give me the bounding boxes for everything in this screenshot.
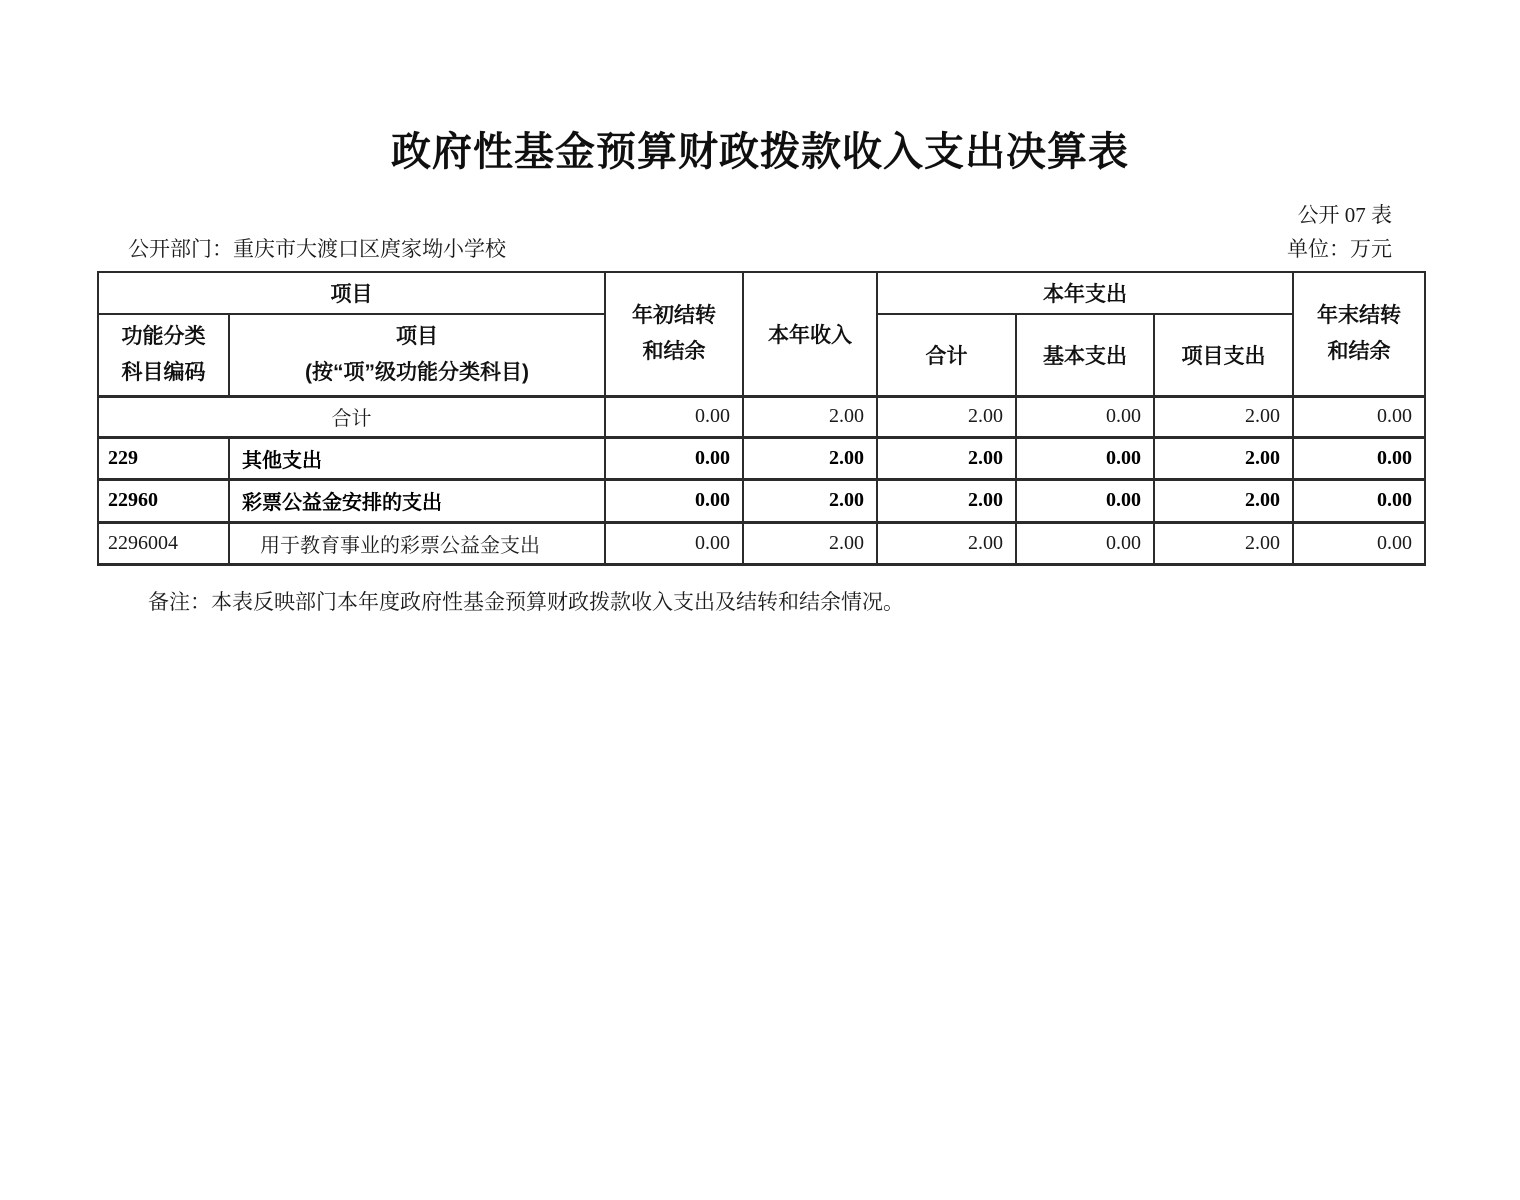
row-name: 用于教育事业的彩票公益金支出 [229,522,605,564]
header-exp-project: 项目支出 [1154,314,1293,396]
footnote: 备注：本表反映部门本年度政府性基金预算财政拨款收入支出及结转和结余情况。 [148,589,904,614]
page-title: 政府性基金预算财政拨款收入支出决算表 [391,130,1129,174]
row-total-label: 合计 [98,396,605,437]
cell-exp-project: 2.00 [1154,522,1293,564]
header-exp-basic: 基本支出 [1016,314,1154,396]
cell-opening-balance: 0.00 [605,479,743,522]
cell-exp-basic: 0.00 [1016,522,1154,564]
row-code: 2296004 [98,522,229,564]
header-func-code-line1: 功能分类 [121,324,206,348]
table-row-total [98,396,1425,437]
header-exp-total: 合计 [877,314,1016,396]
cell-current-income: 2.00 [743,479,877,522]
header-func-code-line2: 科目编码 [121,360,206,384]
row-code: 22960 [98,479,229,522]
cell-exp-total: 2.00 [877,437,1016,479]
cell-exp-basic: 0.00 [1016,396,1154,437]
unit-label: 单位：万元 [1287,237,1392,261]
header-project-sub-line1: 项目 [396,324,438,348]
header-closing-balance-line1: 年末结转 [1317,303,1402,327]
cell-current-income: 2.00 [743,396,877,437]
department-label: 公开部门：重庆市大渡口区庹家坳小学校 [128,237,506,261]
header-opening-balance [605,272,743,396]
header-current-income: 本年收入 [743,272,877,396]
meta-row [0,236,1520,262]
cell-exp-project: 2.00 [1154,437,1293,479]
table-code-label: 公开 07 表 [1297,203,1392,227]
header-closing-balance [1293,272,1425,396]
cell-exp-project: 2.00 [1154,479,1293,522]
header-closing-balance-line2: 和结余 [1327,339,1391,363]
cell-exp-basic: 0.00 [1016,437,1154,479]
cell-opening-balance: 0.00 [605,522,743,564]
row-name: 彩票公益金安排的支出 [229,479,605,522]
cell-current-income: 2.00 [743,437,877,479]
table-row-2296004 [98,522,1425,564]
header-current-expenditure: 本年支出 [877,272,1293,314]
header-func-code [98,314,229,396]
cell-exp-total: 2.00 [877,396,1016,437]
header-project-group: 项目 [98,272,605,314]
cell-opening-balance: 0.00 [605,396,743,437]
header-opening-balance-line2: 和结余 [642,339,706,363]
row-code: 229 [98,437,229,479]
header-row-1 [98,272,1425,314]
header-opening-balance-line1: 年初结转 [632,303,716,327]
cell-exp-total: 2.00 [877,522,1016,564]
cell-opening-balance: 0.00 [605,437,743,479]
budget-table [97,271,1426,566]
cell-exp-total: 2.00 [877,479,1016,522]
cell-current-income: 2.00 [743,522,877,564]
table-row-229 [98,437,1425,479]
table-row-22960 [98,479,1425,522]
cell-exp-project: 2.00 [1154,396,1293,437]
cell-closing-balance: 0.00 [1293,522,1425,564]
row-name: 其他支出 [229,437,605,479]
cell-closing-balance: 0.00 [1293,396,1425,437]
header-project-sub-line2: (按“项”级功能分类科目) [305,360,529,384]
cell-closing-balance: 0.00 [1293,437,1425,479]
header-project-sub [229,314,605,396]
cell-exp-basic: 0.00 [1016,479,1154,522]
cell-closing-balance: 0.00 [1293,479,1425,522]
